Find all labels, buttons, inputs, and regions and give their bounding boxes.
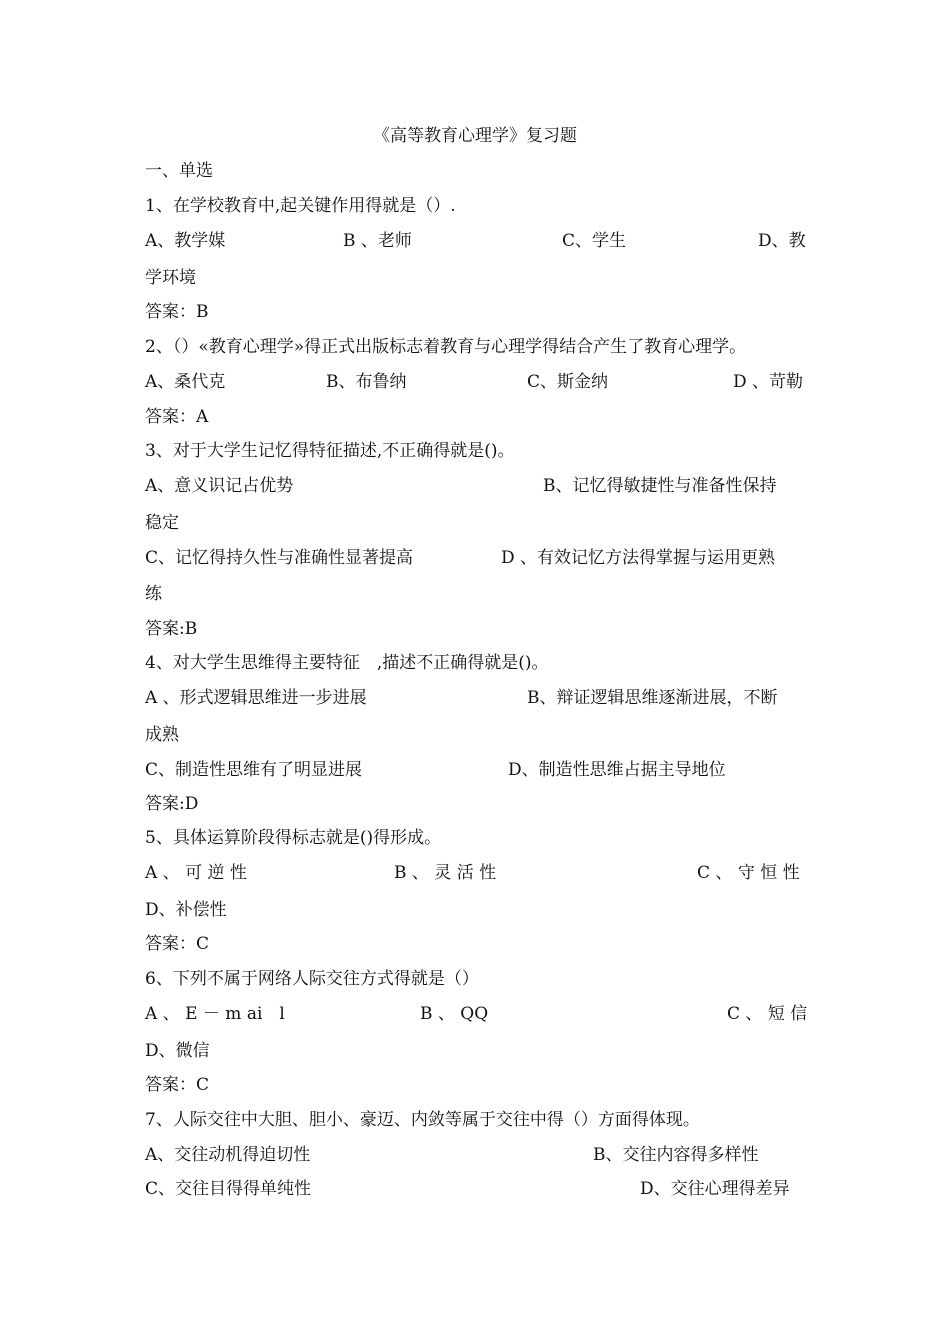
- question-6-option-a: A 、 E － m ai l: [145, 1004, 285, 1024]
- question-4-option-c: C、制造性思维有了明显进展: [145, 760, 363, 780]
- question-7-option-c: C、交往目得得单纯性: [145, 1179, 312, 1199]
- question-3-option-b: B、记忆得敏捷性与准备性保持: [543, 476, 777, 496]
- question-5-option-b: B 、 灵 活 性: [394, 863, 497, 883]
- question-6-option-c: C 、 短 信: [727, 1004, 808, 1024]
- question-4-option-a: A 、形式逻辑思维进一步进展: [145, 688, 367, 708]
- question-7-option-a: A、交往动机得迫切性: [145, 1145, 311, 1165]
- question-1-option-d: D、教: [758, 231, 806, 251]
- question-5-answer: 答案：C: [145, 934, 210, 954]
- question-6-stem: 6、下列不属于网络人际交往方式得就是（）: [145, 969, 479, 989]
- question-2-stem: 2、（）«教育心理学»得正式出版标志着教育与心理学得结合产生了教育心理学。: [145, 337, 747, 357]
- question-3-answer: 答案:B: [145, 619, 198, 639]
- question-5-stem: 5、具体运算阶段得标志就是()得形成。: [145, 828, 442, 848]
- question-7-stem: 7、人际交往中大胆、胆小、豪迈、内敛等属于交往中得（）方面得体现。: [145, 1110, 700, 1130]
- question-2-answer: 答案：A: [145, 407, 209, 427]
- question-3-option-d-continued: 练: [145, 584, 162, 604]
- question-4-option-d: D、制造性思维占据主导地位: [508, 760, 726, 780]
- question-1-option-d-continued: 学环境: [145, 268, 196, 288]
- question-7-option-d: D、交往心理得差异: [640, 1179, 790, 1199]
- question-2-option-c: C、斯金纳: [527, 372, 609, 392]
- question-6-option-b: B 、 QQ: [420, 1004, 489, 1024]
- question-5-option-a: A 、 可 逆 性: [145, 863, 247, 883]
- document-title: 《高等教育心理学》复习题: [373, 126, 577, 146]
- question-5-option-d: D、补偿性: [145, 900, 227, 920]
- question-4-option-b-continued: 成熟: [145, 725, 179, 745]
- question-4-stem: 4、对大学生思维得主要特征 ,描述不正确得就是()。: [145, 653, 549, 673]
- question-6-option-d: D、微信: [145, 1041, 210, 1061]
- question-5-option-c: C 、 守 恒 性: [697, 863, 800, 883]
- question-1-option-c: C、学生: [562, 231, 627, 251]
- question-1-answer: 答案：B: [145, 302, 209, 322]
- section-heading: 一、单选: [145, 161, 213, 181]
- question-1-option-a: A、教学媒: [145, 231, 226, 251]
- question-3-stem: 3、对于大学生记忆得特征描述,不正确得就是()。: [145, 441, 515, 461]
- question-4-option-b: B、辩证逻辑思维逐渐进展，不断: [527, 688, 778, 708]
- question-1-option-b: B 、老师: [343, 231, 412, 251]
- question-3-option-a: A、意义识记占优势: [145, 476, 294, 496]
- question-2-option-b: B、布鲁纳: [326, 372, 407, 392]
- question-3-option-d: D 、有效记忆方法得掌握与运用更熟: [501, 548, 776, 568]
- question-3-option-b-continued: 稳定: [145, 513, 179, 533]
- question-2-option-d: D 、苛勒: [733, 372, 804, 392]
- question-7-option-b: B、交往内容得多样性: [593, 1145, 759, 1165]
- question-3-option-c: C、记忆得持久性与准确性显著提高: [145, 548, 414, 568]
- question-2-option-a: A、桑代克: [145, 372, 226, 392]
- question-6-answer: 答案：C: [145, 1075, 210, 1095]
- question-4-answer: 答案:D: [145, 794, 199, 814]
- question-1-stem: 1、在学校教育中,起关键作用得就是（）.: [145, 196, 456, 216]
